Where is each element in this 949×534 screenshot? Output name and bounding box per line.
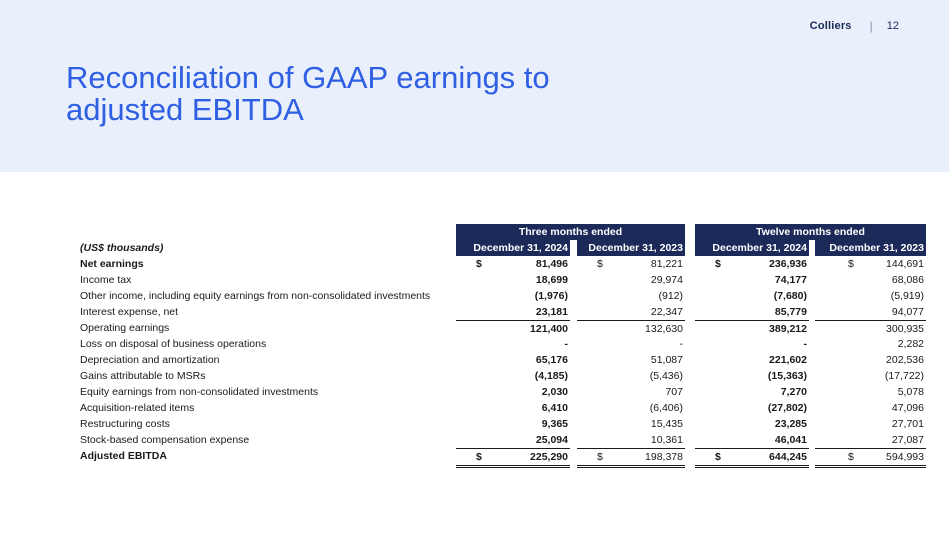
value-number: 7,270 <box>780 386 807 398</box>
value-number: (4,185) <box>534 370 568 382</box>
value-number: 81,496 <box>535 258 568 270</box>
value-number: 22,347 <box>650 306 683 318</box>
value-cell <box>456 336 570 352</box>
row-label: Acquisition-related items <box>80 402 195 414</box>
row-label: Adjusted EBITDA <box>80 450 167 462</box>
value-cell <box>577 416 685 432</box>
value-number: 389,212 <box>769 323 807 335</box>
value-cell <box>577 288 685 304</box>
value-cell <box>695 304 809 320</box>
value-cell <box>695 448 809 468</box>
value-cell <box>815 400 926 416</box>
value-number: 27,087 <box>891 434 924 446</box>
value-cell <box>815 368 926 384</box>
value-number: 202,536 <box>886 354 924 366</box>
row-label: Restructuring costs <box>80 418 170 430</box>
value-number: 94,077 <box>891 306 924 318</box>
page-title-line-2: adjusted EBITDA <box>66 92 304 127</box>
value-number: 2,030 <box>541 386 568 398</box>
table-row <box>80 288 926 304</box>
value-cell <box>695 352 809 368</box>
brand-area <box>810 19 899 33</box>
currency-symbol: $ <box>597 451 603 463</box>
value-cell <box>577 256 685 272</box>
value-number: 81,221 <box>650 258 683 270</box>
value-number: (5,436) <box>649 370 683 382</box>
value-number: (7,680) <box>773 290 807 302</box>
value-number: 23,181 <box>535 306 568 318</box>
value-cell <box>815 320 926 337</box>
value-cell <box>815 448 926 468</box>
column-header-q4-2024: December 31, 2024 <box>456 240 570 256</box>
value-cell <box>456 448 570 468</box>
value-number: 23,285 <box>774 418 807 430</box>
currency-symbol: $ <box>715 258 721 270</box>
value-number: (5,919) <box>890 290 924 302</box>
value-number: 644,245 <box>769 451 807 463</box>
value-cell <box>815 336 926 352</box>
value-number: 5,078 <box>897 386 924 398</box>
value-number: 68,086 <box>891 274 924 286</box>
value-number: - <box>564 338 568 350</box>
row-label: Gains attributable to MSRs <box>80 370 206 382</box>
period-header-three-months: Three months ended <box>456 224 685 240</box>
currency-symbol: $ <box>848 258 854 270</box>
value-cell <box>695 400 809 416</box>
value-number: 65,176 <box>535 354 568 366</box>
value-cell <box>695 416 809 432</box>
value-number: 198,378 <box>645 451 683 463</box>
table-row <box>80 400 926 416</box>
currency-symbol: $ <box>848 451 854 463</box>
value-cell <box>815 432 926 448</box>
value-number: 27,701 <box>891 418 924 430</box>
value-number: 18,699 <box>535 274 568 286</box>
currency-symbol: $ <box>597 258 603 270</box>
value-cell <box>456 352 570 368</box>
table-row <box>80 336 926 352</box>
units-label: (US$ thousands) <box>80 242 164 254</box>
value-number: (27,802) <box>767 402 807 414</box>
page-title <box>66 62 626 126</box>
value-cell <box>577 448 685 468</box>
value-cell <box>577 304 685 320</box>
value-cell <box>577 384 685 400</box>
value-cell <box>456 368 570 384</box>
value-number: 300,935 <box>886 323 924 335</box>
column-header-q4-2023: December 31, 2023 <box>577 240 685 256</box>
column-header-fy-2024: December 31, 2024 <box>695 240 809 256</box>
value-number: 47,096 <box>891 402 924 414</box>
value-number: (1,976) <box>534 290 568 302</box>
table-row <box>80 448 926 464</box>
row-label: Stock-based compensation expense <box>80 434 250 446</box>
row-label: Loss on disposal of business operations <box>80 338 267 350</box>
value-number: 10,361 <box>650 434 683 446</box>
page-title-line-1: Reconciliation of GAAP earnings to <box>66 60 550 95</box>
currency-symbol: $ <box>476 451 482 463</box>
value-cell <box>456 416 570 432</box>
page-number: 12 <box>886 20 899 32</box>
value-number: 74,177 <box>774 274 807 286</box>
value-cell <box>577 320 685 337</box>
table-row <box>80 384 926 400</box>
value-number: 2,282 <box>897 338 924 350</box>
value-cell <box>577 400 685 416</box>
column-header-row <box>80 240 926 256</box>
value-number: 46,041 <box>774 434 807 446</box>
value-cell <box>815 384 926 400</box>
row-label: Operating earnings <box>80 322 170 334</box>
value-number: (912) <box>658 290 683 302</box>
row-label: Equity earnings from non-consolidated investments <box>80 386 319 398</box>
row-label: Income tax <box>80 274 132 286</box>
value-number: 51,087 <box>650 354 683 366</box>
table-row <box>80 272 926 288</box>
value-number: - <box>679 338 683 350</box>
value-cell <box>577 352 685 368</box>
value-cell <box>456 400 570 416</box>
value-cell <box>695 272 809 288</box>
value-number: (15,363) <box>767 370 807 382</box>
value-number: 29,974 <box>650 274 683 286</box>
table-row <box>80 368 926 384</box>
period-header-twelve-months: Twelve months ended <box>695 224 926 240</box>
value-cell <box>815 256 926 272</box>
table-row <box>80 416 926 432</box>
value-cell <box>456 288 570 304</box>
value-number: - <box>803 338 807 350</box>
table-row <box>80 432 926 448</box>
value-number: 132,630 <box>645 323 683 335</box>
value-cell <box>456 384 570 400</box>
value-cell <box>577 432 685 448</box>
value-cell <box>577 272 685 288</box>
brand-separator: | <box>869 19 873 33</box>
value-number: 225,290 <box>530 451 568 463</box>
row-label: Other income, including equity earnings from non-consolidated investments <box>80 290 431 302</box>
value-number: 707 <box>665 386 683 398</box>
value-cell <box>815 352 926 368</box>
value-number: (6,406) <box>649 402 683 414</box>
value-number: 121,400 <box>530 323 568 335</box>
table-row <box>80 320 926 336</box>
row-label: Net earnings <box>80 258 144 270</box>
value-cell <box>695 320 809 337</box>
value-cell <box>815 416 926 432</box>
value-number: 221,602 <box>769 354 807 366</box>
value-cell <box>456 432 570 448</box>
period-header-row <box>80 224 926 240</box>
value-number: 236,936 <box>769 258 807 270</box>
value-cell <box>456 272 570 288</box>
value-cell <box>815 272 926 288</box>
table-body <box>80 256 926 464</box>
value-cell <box>815 288 926 304</box>
row-label: Interest expense, net <box>80 306 179 318</box>
value-cell <box>695 368 809 384</box>
brand-logo: Colliers <box>809 20 852 32</box>
value-number: 9,365 <box>541 418 568 430</box>
value-cell <box>695 336 809 352</box>
value-cell <box>695 384 809 400</box>
value-number: 85,779 <box>774 306 807 318</box>
value-number: 25,094 <box>535 434 568 446</box>
value-cell <box>695 432 809 448</box>
value-cell <box>456 320 570 337</box>
currency-symbol: $ <box>476 258 482 270</box>
currency-symbol: $ <box>715 451 721 463</box>
table-row <box>80 304 926 320</box>
reconciliation-table <box>80 224 926 464</box>
row-label: Depreciation and amortization <box>80 354 220 366</box>
value-cell <box>577 336 685 352</box>
value-number: 144,691 <box>886 258 924 270</box>
value-cell <box>695 256 809 272</box>
value-cell <box>815 304 926 320</box>
value-number: 594,993 <box>886 451 924 463</box>
value-cell <box>577 368 685 384</box>
value-number: 15,435 <box>650 418 683 430</box>
table-row <box>80 256 926 272</box>
column-header-fy-2023: December 31, 2023 <box>815 240 926 256</box>
value-number: (17,722) <box>884 370 924 382</box>
value-number: 6,410 <box>541 402 568 414</box>
table-row <box>80 352 926 368</box>
value-cell <box>456 256 570 272</box>
value-cell <box>456 304 570 320</box>
value-cell <box>695 288 809 304</box>
